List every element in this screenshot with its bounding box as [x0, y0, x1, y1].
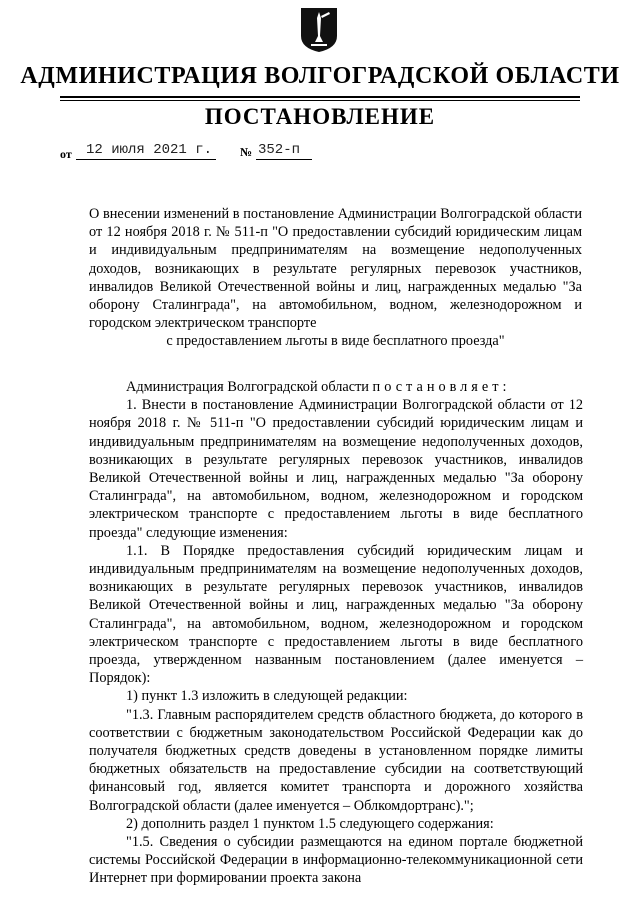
intro-paragraph — [89, 378, 583, 396]
paragraph-1-3-quote: "1.3. Главным распорядителем средств областного бюджета, до которого в соответствии с бюджетным законодательством Российской Федерации как до получателя бюджетных средств доведены в установленном порядке лимиты бюджетных обязательств на предоставление субсидии на соответствующий финансовый год, является комитет транспорта и дорожного хозяйства Волгоградской области (далее именуется – Облкомдортранс)."; — [89, 706, 583, 814]
paragraph-1-1-item-1: 1) пункт 1.3 изложить в следующей редакции: — [126, 688, 408, 705]
number-label: № — [240, 145, 253, 159]
date-label: от — [60, 147, 72, 161]
document-subject — [89, 205, 582, 351]
intro-prefix: Администрация Волгоградской области — [126, 379, 369, 395]
date-value: 12 июля 2021 г. — [86, 142, 213, 158]
volgograd-region-emblem-icon — [299, 6, 339, 54]
number-value: 352-п — [258, 142, 301, 158]
document-body — [89, 378, 583, 888]
paragraph-1-1: 1.1. В Порядке предоставления субсидий юридическим лицам и индивидуальным предпринимателям на возмещение недополученных доходов, возникающих в результате регулярных перевозок участников, инвалидов Великой Отечественной войны и лиц, награжденных медалью "За оборону Сталинграда", на автомобильном, водном, железнодорожном и городском электрическом транспорте с предоставлением льготы в виде бесплатного проезда, утвержденном названным постановлением (далее именуется – Порядок): — [89, 542, 583, 687]
intro-verb: постановляет: — [372, 379, 511, 395]
date-field — [76, 141, 216, 160]
subject-text: О внесении изменений в постановление Администрации Волгоградской области от 12 ноября 2018 г. № 511-п "О предоставлении субсидий юридическим лицам и индивидуальным предпринимателям на возмещение недополученных доходов, возникающих в результате регулярных перевозок участников, инвалидов Великой Отечественной войны и лиц, награжденных медалью "За оборону Сталинграда", на автомобильном, водном, железнодорожном и городском электрическом транспорте — [89, 206, 582, 332]
subject-last-line: с предоставлением льготы в виде бесплатного проезда" — [166, 333, 505, 350]
organization-title: АДМИНИСТРАЦИЯ ВОЛГОГРАДСКОЙ ОБЛАСТИ — [20, 63, 620, 89]
header-rule-thick — [60, 96, 580, 98]
header-rule-thin — [60, 100, 580, 101]
paragraph-1-1-item-2: 2) дополнить раздел 1 пунктом 1.5 следующего содержания: — [126, 815, 494, 832]
paragraph-1: 1. Внести в постановление Администрации Волгоградской области от 12 ноября 2018 г. № 511-п "О предоставлении субсидий юридическим лицам и индивидуальным предпринимателям на возмещение недополученных доходов, возникающих в результате регулярных перевозок участников, инвалидов Великой Отечественной войны и лиц, награжденных медалью "За оборону Сталинграда", на автомобильном, водном, железнодорожном и городском электрическом транспорте с предоставлением льготы в виде бесплатного проезда" следующие изменения: — [89, 397, 583, 541]
number-field — [256, 141, 312, 160]
document-type-title: ПОСТАНОВЛЕНИЕ — [204, 104, 436, 129]
paragraph-1-5-quote: "1.5. Сведения о субсидии размещаются на едином портале бюджетной системы Российской Федерации в информационно-телекоммуникационной сети Интернет при формировании проекта закона — [89, 834, 583, 887]
